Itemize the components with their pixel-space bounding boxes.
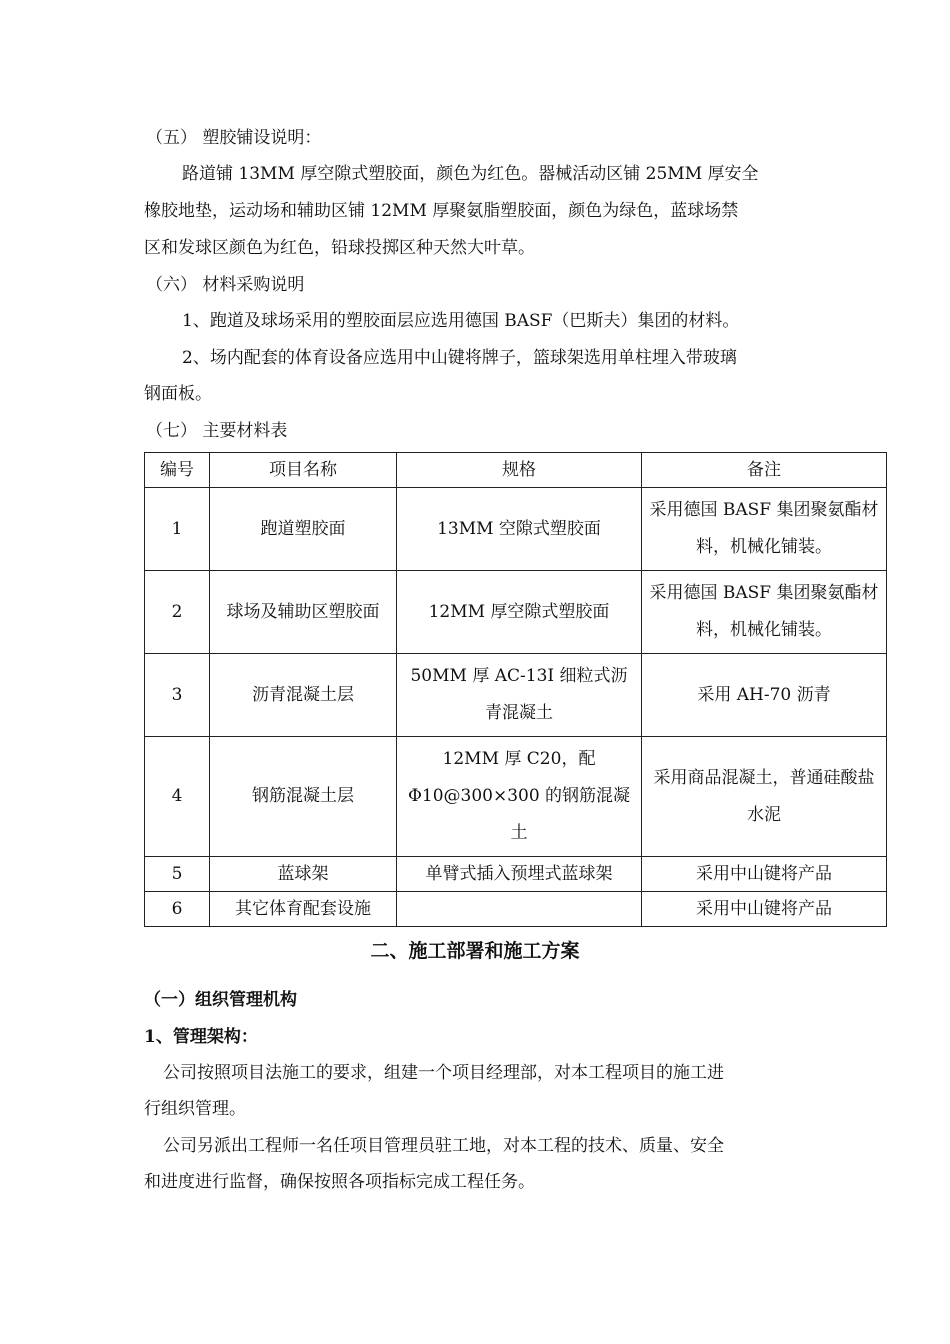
section-5-heading: （五） 塑胶铺设说明：	[146, 128, 322, 148]
paragraph-1-line-1: 公司按照项目法施工的要求，组建一个项目经理部，对本工程项目的施工进	[163, 1063, 724, 1083]
row-spec: 12MM 厚空隙式塑胶面	[397, 571, 642, 654]
row-item-name: 蓝球架	[210, 857, 397, 892]
table-header-row	[145, 453, 887, 488]
table-row	[145, 488, 887, 571]
materials-table	[144, 452, 887, 927]
paragraph-2-line-1: 公司另派出工程师一名任项目管理员驻工地，对本工程的技术、质量、安全	[163, 1136, 724, 1156]
row-spec: 13MM 空隙式塑胶面	[397, 488, 642, 571]
table-row	[145, 571, 887, 654]
section-5-line-3: 区和发球区颜色为红色，铅球投掷区种天然大叶草。	[144, 238, 535, 258]
header-note: 备注	[642, 453, 887, 488]
row-note: 采用中山键将产品	[642, 857, 887, 892]
row-spec: 单臂式插入预埋式蓝球架	[397, 857, 642, 892]
row-note: 采用 AH-70 沥青	[642, 654, 887, 737]
row-item-name: 其它体育配套设施	[210, 892, 397, 927]
row-number: 6	[145, 892, 210, 927]
section-6-item-1: 1、跑道及球场采用的塑胶面层应选用德国 BASF（巴斯夫）集团的材料。	[182, 311, 740, 331]
table-row	[145, 737, 887, 857]
row-item-name: 沥青混凝土层	[210, 654, 397, 737]
row-item-name: 跑道塑胶面	[210, 488, 397, 571]
paragraph-1-line-2: 行组织管理。	[144, 1099, 246, 1119]
row-item-name: 钢筋混凝土层	[210, 737, 397, 857]
row-note: 采用中山键将产品	[642, 892, 887, 927]
table-row	[145, 857, 887, 892]
row-number: 2	[145, 571, 210, 654]
row-note: 采用商品混凝土，普通硅酸盐水泥	[642, 737, 887, 857]
section-6-item-2-line-2: 钢面板。	[144, 384, 212, 404]
row-note: 采用德国 BASF 集团聚氨酯材料，机械化铺装。	[642, 571, 887, 654]
row-spec: 50MM 厚 AC-13I 细粒式沥青混凝土	[397, 654, 642, 737]
row-item-name: 球场及辅助区塑胶面	[210, 571, 397, 654]
row-number: 4	[145, 737, 210, 857]
row-spec: 12MM 厚 C20，配Φ10@300×300 的钢筋混凝土	[397, 737, 642, 857]
header-spec: 规格	[397, 453, 642, 488]
row-spec	[397, 892, 642, 927]
section-5-line-1: 路道铺 13MM 厚空隙式塑胶面，颜色为红色。器械活动区铺 25MM 厚安全	[182, 164, 759, 184]
subsection-1-heading: （一）组织管理机构	[144, 990, 297, 1010]
row-number: 3	[145, 654, 210, 737]
header-number: 编号	[145, 453, 210, 488]
section-5-line-2: 橡胶地垫，运动场和辅助区铺 12MM 厚聚氨脂塑胶面，颜色为绿色，蓝球场禁	[144, 201, 739, 221]
subsection-1-1-heading: 1、管理架构：	[144, 1027, 258, 1047]
chapter-2-title: 二、施工部署和施工方案	[370, 940, 580, 962]
paragraph-2-line-2: 和进度进行监督，确保按照各项指标完成工程任务。	[144, 1172, 535, 1192]
table-row	[145, 654, 887, 737]
header-item-name: 项目名称	[210, 453, 397, 488]
table-row	[145, 892, 887, 927]
section-6-item-2-line-1: 2、场内配套的体育设备应选用中山键将牌子，篮球架选用单柱埋入带玻璃	[182, 348, 737, 368]
row-number: 1	[145, 488, 210, 571]
section-6-heading: （六） 材料采购说明	[146, 275, 305, 295]
row-number: 5	[145, 857, 210, 892]
section-7-heading: （七） 主要材料表	[146, 421, 288, 441]
row-note: 采用德国 BASF 集团聚氨酯材料，机械化铺装。	[642, 488, 887, 571]
